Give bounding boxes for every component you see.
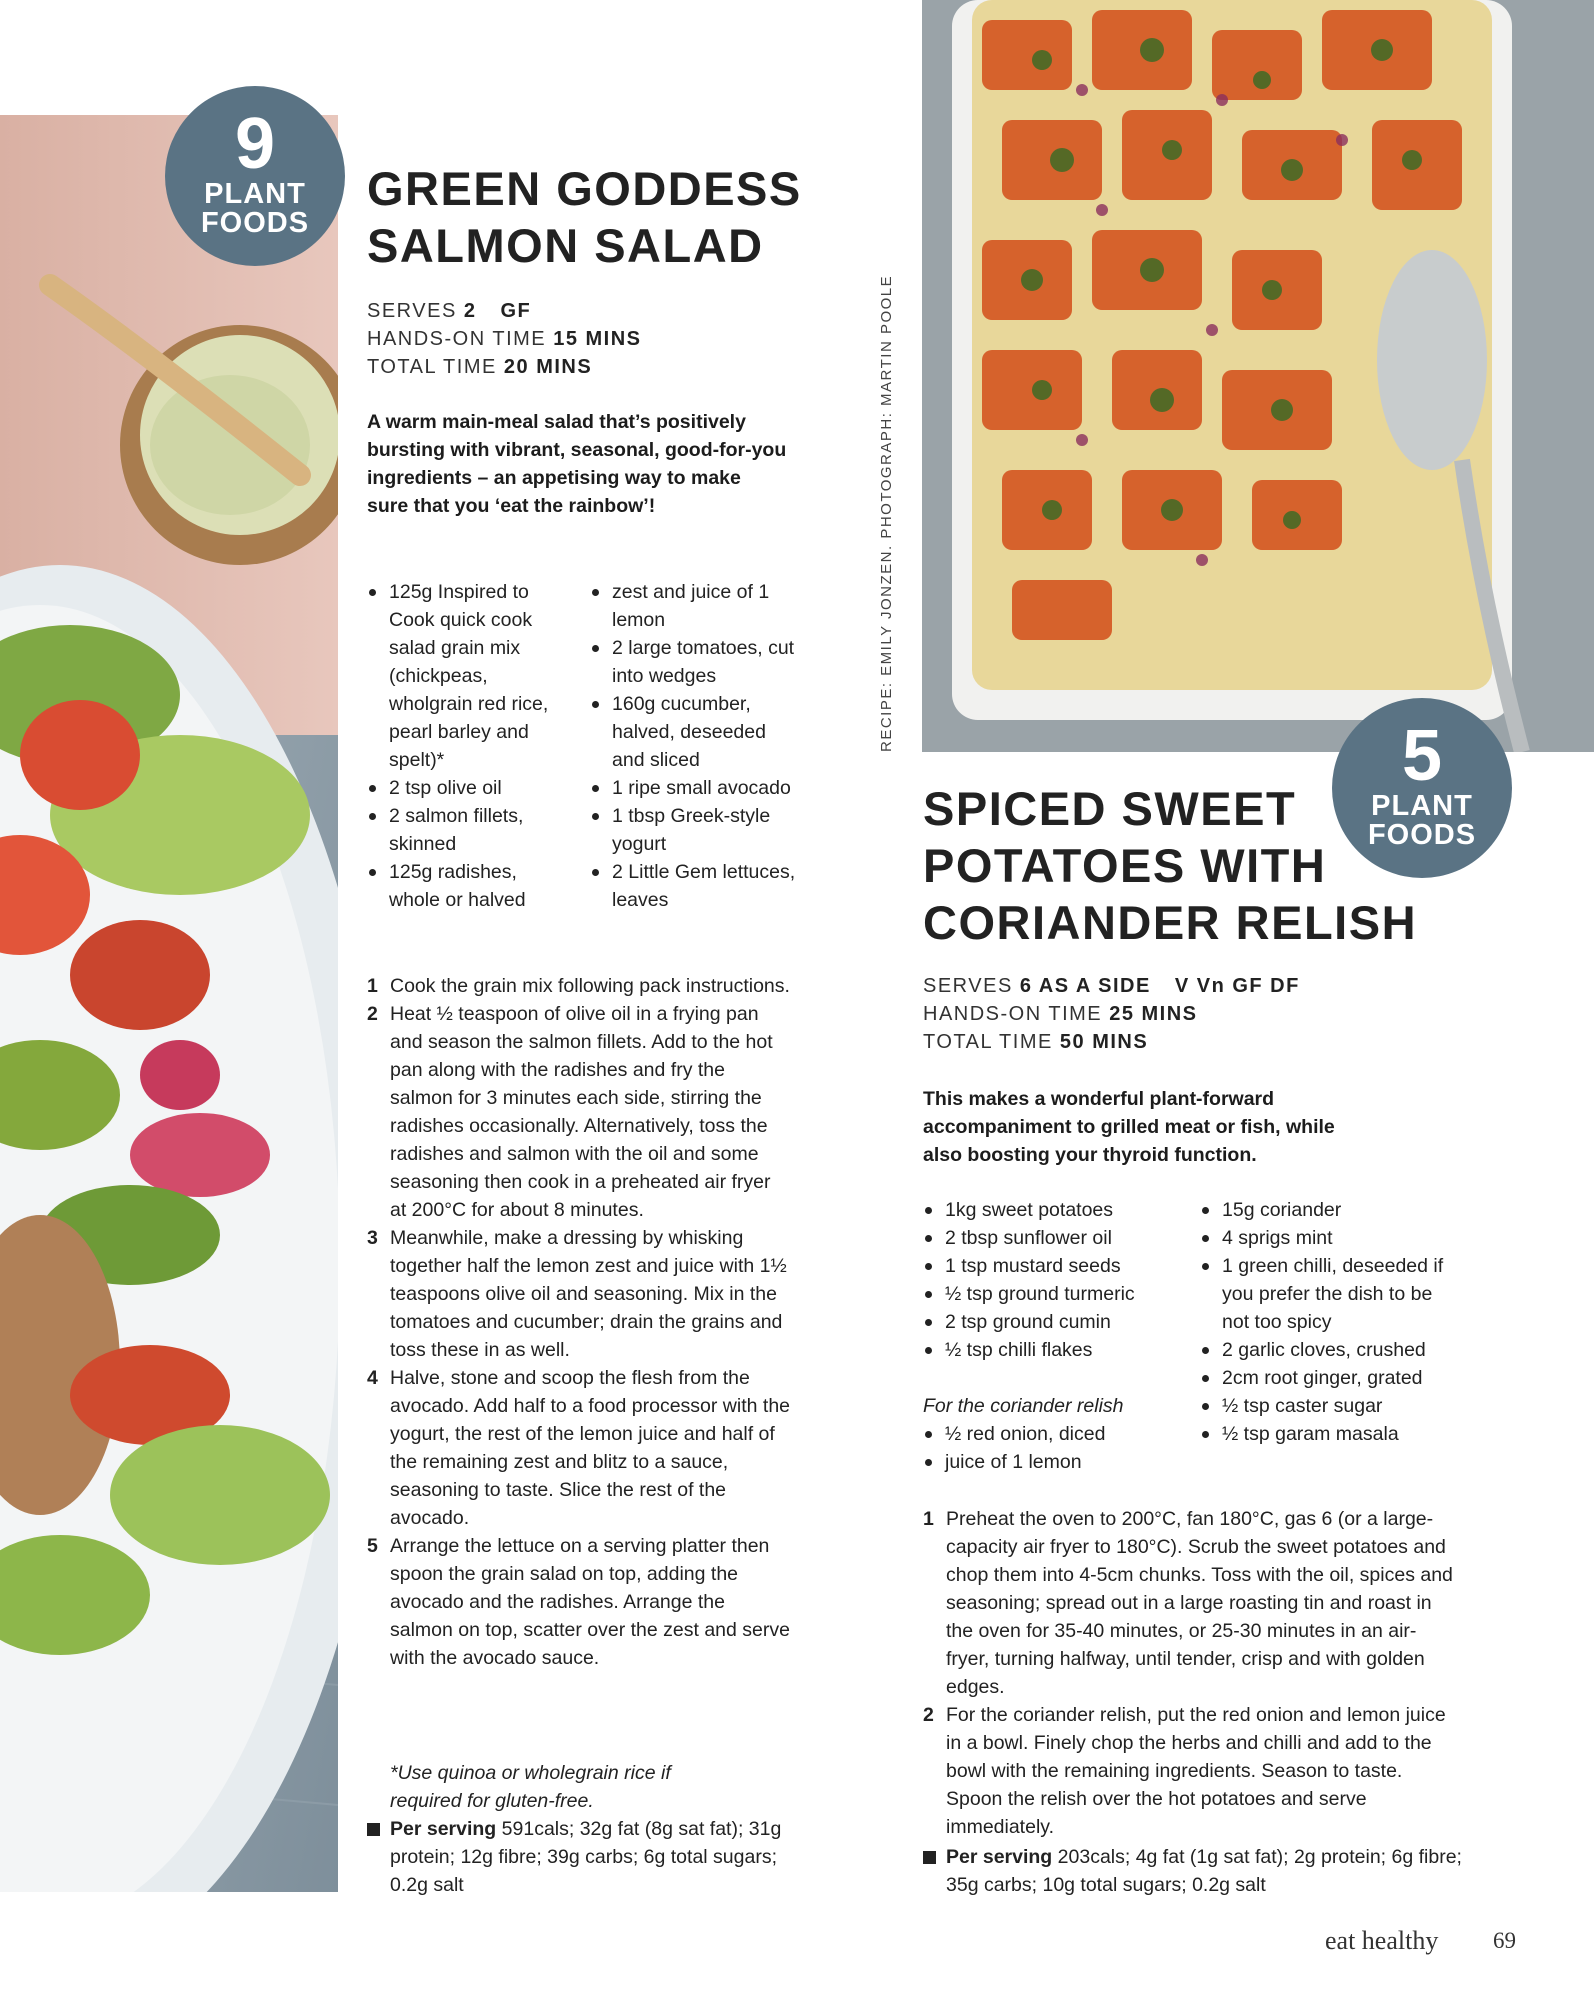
nutrition-info bbox=[367, 1815, 790, 1899]
method-step bbox=[923, 1701, 1453, 1841]
ingredient: ½ red onion, diced bbox=[923, 1420, 1183, 1448]
badge-number: 5 bbox=[1401, 716, 1443, 796]
total-value: 50 MINS bbox=[1059, 1031, 1149, 1053]
recipe-title bbox=[367, 160, 802, 274]
ingredient: 2 tbsp sunflower oil bbox=[923, 1224, 1183, 1252]
handson-label: HANDS-ON TIME bbox=[923, 1003, 1103, 1025]
diet-tags: GF bbox=[500, 300, 532, 322]
handson-value: 15 MINS bbox=[553, 328, 642, 350]
ingredient: 1kg sweet potatoes bbox=[923, 1196, 1183, 1224]
recipe-intro: A warm main-meal salad that’s positively bursting with vibrant, seasonal, good-for-you ingredients – an appetising way to make sure that you ‘eat the rainbow’! bbox=[367, 411, 787, 517]
ingredient: ½ tsp caster sugar bbox=[1200, 1392, 1460, 1420]
serves-label: SERVES bbox=[367, 300, 457, 322]
method-steps bbox=[367, 972, 792, 1672]
sweet-potatoes-illustration bbox=[922, 0, 1594, 752]
serves-value: 6 AS A SIDE bbox=[1019, 975, 1151, 997]
salmon-salad-photo bbox=[0, 115, 338, 1892]
step-number: 3 bbox=[367, 1227, 378, 1249]
recipe-intro: This makes a wonderful plant-forward accompaniment to grilled meat or fish, while also boosting your thyroid function. bbox=[923, 1088, 1335, 1166]
ingredient: juice of 1 lemon bbox=[923, 1448, 1183, 1476]
handson-value: 25 MINS bbox=[1109, 1003, 1198, 1025]
page-number: 69 bbox=[1493, 1928, 1516, 1953]
recipe-meta bbox=[923, 972, 1300, 1056]
ingredient: 125g Inspired to Cook quick cook salad grain mix (chickpeas, wholgrain red rice, pearl barley and spelt)* bbox=[367, 578, 572, 774]
step-text: Arrange the lettuce on a serving platter then spoon the grain salad on top, adding the avocado and the radishes. Arrange the salmon on top, scatter over the zest and serve with the avocado sauce. bbox=[390, 1535, 790, 1669]
ingredients-list bbox=[367, 578, 572, 914]
ingredients-column bbox=[923, 1196, 1183, 1476]
badge-number: 9 bbox=[234, 104, 276, 184]
ingredient: 2 salmon fillets, skinned bbox=[367, 802, 572, 858]
ingredient: 2 tsp olive oil bbox=[367, 774, 572, 802]
step-text: For the coriander relish, put the red onion and lemon juice in a bowl. Finely chop the herbs and chilli and add to the bowl with the remaining ingredients. Season to taste. Spoon the relish over the hot potatoes and serve immediately. bbox=[946, 1704, 1446, 1838]
recipe-note: *Use quinoa or wholegrain rice if required for gluten-free. bbox=[390, 1762, 671, 1812]
ingredients-list bbox=[1200, 1196, 1460, 1448]
step-number: 5 bbox=[367, 1535, 378, 1557]
ingredient: 2 garlic cloves, crushed bbox=[1200, 1336, 1460, 1364]
total-label: TOTAL TIME bbox=[367, 356, 497, 378]
step-number: 1 bbox=[923, 1508, 934, 1530]
step-number: 1 bbox=[367, 975, 378, 997]
title-line: SALMON SALAD bbox=[367, 219, 764, 272]
title-line: POTATOES WITH bbox=[923, 839, 1327, 892]
badge-label: PLANT FOODS bbox=[200, 178, 310, 239]
ingredients-list bbox=[923, 1420, 1183, 1476]
bullet-square-icon bbox=[367, 1823, 380, 1836]
badge-label: PLANT FOODS bbox=[1367, 790, 1477, 851]
method-step bbox=[367, 1364, 792, 1532]
ingredient: 1 green chilli, deseeded if you prefer the dish to be not too spicy bbox=[1200, 1252, 1460, 1336]
ingredient: 2 Little Gem lettuces, leaves bbox=[590, 858, 800, 914]
ingredient: 125g radishes, whole or halved bbox=[367, 858, 572, 914]
ingredients-list bbox=[923, 1196, 1183, 1364]
step-number: 2 bbox=[367, 1003, 378, 1025]
ingredient: 1 tsp mustard seeds bbox=[923, 1252, 1183, 1280]
ingredients-list bbox=[590, 578, 800, 914]
step-text: Meanwhile, make a dressing by whisking together half the lemon zest and juice with 1½ teaspoons olive oil and seasoning. Mix in the tomatoes and cucumber; drain the grains and toss these in as well. bbox=[390, 1227, 787, 1361]
ingredient: 160g cucumber, halved, deseeded and sliced bbox=[590, 690, 800, 774]
ingredient: 15g coriander bbox=[1200, 1196, 1460, 1224]
step-number: 2 bbox=[923, 1704, 934, 1726]
ingredient: 2 large tomatoes, cut into wedges bbox=[590, 634, 800, 690]
recipe-meta bbox=[367, 297, 642, 381]
method-step bbox=[367, 1532, 792, 1672]
handson-label: HANDS-ON TIME bbox=[367, 328, 547, 350]
method-steps bbox=[923, 1505, 1453, 1841]
ingredient: 4 sprigs mint bbox=[1200, 1224, 1460, 1252]
nutrition-text: 203cals; 4g fat (1g sat fat); 2g protein; 6g fibre; 35g carbs; 10g total sugars; 0.2g salt bbox=[946, 1846, 1462, 1896]
step-text: Preheat the oven to 200°C, fan 180°C, gas 6 (or a large-capacity air fryer to 180°C). Scrub the sweet potatoes and chop them into 4-5cm chunks. Toss with the oil, spices and seasoning; spread out in a large roasting tin and roast in the oven for 35-40 minutes, or 25-30 minutes in an air-fryer, turning halfway, until tender, crisp and with golden edges. bbox=[946, 1508, 1453, 1698]
title-line: GREEN GODDESS bbox=[367, 162, 802, 215]
step-number: 4 bbox=[367, 1367, 378, 1389]
serves-value: 2 bbox=[463, 300, 477, 322]
ingredient: 1 tbsp Greek-style yogurt bbox=[590, 802, 800, 858]
method-step bbox=[367, 1000, 792, 1224]
ingredient: ½ tsp ground turmeric bbox=[923, 1280, 1183, 1308]
total-value: 20 MINS bbox=[503, 356, 593, 378]
recipe-title bbox=[923, 780, 1417, 951]
total-label: TOTAL TIME bbox=[923, 1031, 1053, 1053]
method-step bbox=[367, 1224, 792, 1364]
footer-section-name: eat healthy bbox=[1325, 1926, 1439, 1955]
nutrition-info bbox=[923, 1843, 1466, 1899]
bullet-square-icon bbox=[923, 1851, 936, 1864]
serves-label: SERVES bbox=[923, 975, 1013, 997]
salmon-salad-illustration bbox=[0, 115, 338, 1892]
ingredient: ½ tsp garam masala bbox=[1200, 1420, 1460, 1448]
nutrition-label: Per serving bbox=[390, 1818, 497, 1840]
title-line: CORIANDER RELISH bbox=[923, 896, 1418, 949]
step-text: Halve, stone and scoop the flesh from the avocado. Add half to a food processor with the yogurt, the rest of the lemon juice and half of the remaining zest and blitz to a sauce, seasoning to taste. Slice the rest of the avocado. bbox=[390, 1367, 791, 1529]
plant-foods-badge bbox=[165, 86, 345, 266]
nutrition-text: 591cals; 32g fat (8g sat fat); 31g protein; 12g fibre; 39g carbs; 6g total sugars; 0.2g salt bbox=[390, 1818, 782, 1896]
method-step bbox=[367, 972, 792, 1000]
step-text: Cook the grain mix following pack instructions. bbox=[390, 975, 790, 997]
ingredient: ½ tsp chilli flakes bbox=[923, 1336, 1183, 1364]
diet-tags: V Vn GF DF bbox=[1174, 975, 1300, 997]
nutrition-label: Per serving bbox=[946, 1846, 1053, 1868]
ingredient: zest and juice of 1 lemon bbox=[590, 578, 800, 634]
ingredient: 1 ripe small avocado bbox=[590, 774, 800, 802]
relish-heading: For the coriander relish bbox=[923, 1395, 1124, 1417]
photo-credit: RECIPE: EMILY JONZEN. PHOTOGRAPH: MARTIN POOLE bbox=[878, 274, 895, 752]
ingredient: 2 tsp ground cumin bbox=[923, 1308, 1183, 1336]
method-step bbox=[923, 1505, 1453, 1701]
sweet-potatoes-photo bbox=[922, 0, 1594, 752]
ingredient: 2cm root ginger, grated bbox=[1200, 1364, 1460, 1392]
title-line: SPICED SWEET bbox=[923, 782, 1297, 835]
step-text: Heat ½ teaspoon of olive oil in a frying pan and season the salmon fillets. Add to the hot pan along with the radishes and fry the salmon for 3 minutes each side, stirring the radishes occasionally. Alternatively, toss the radishes and salmon with the oil and some seasoning then cook in a preheated air fryer at 200°C for about 8 minutes. bbox=[390, 1003, 773, 1221]
